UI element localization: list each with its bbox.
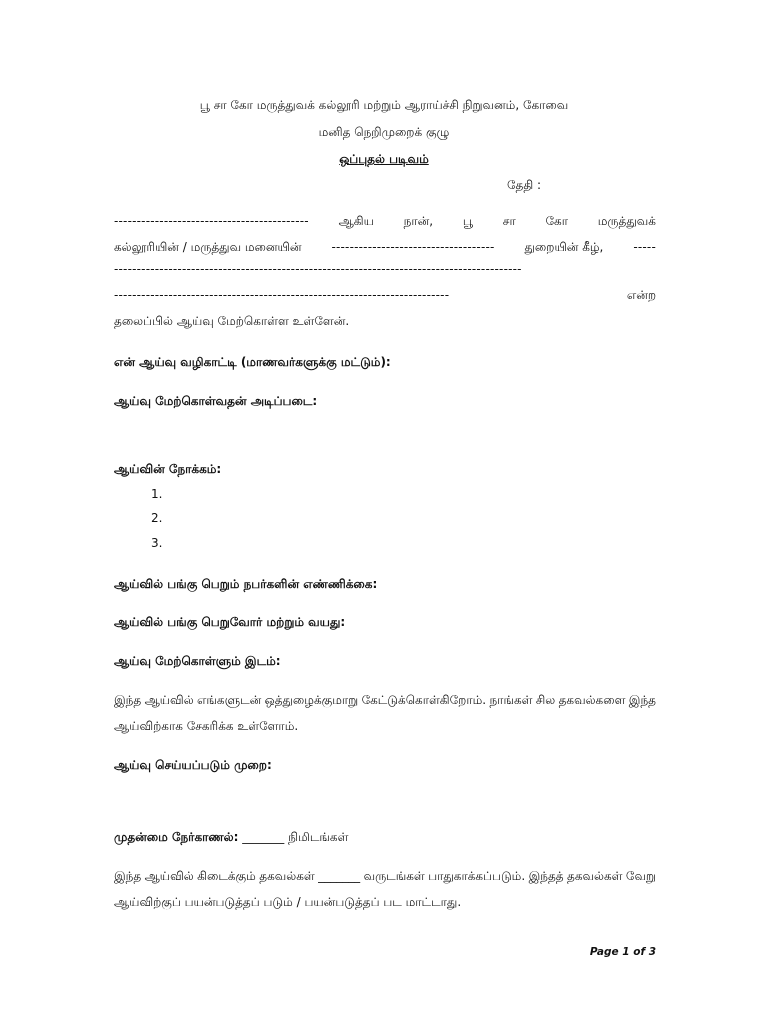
retention-word: தகவல்கள் [259, 869, 315, 883]
declaration-text: என்ற [626, 288, 656, 302]
retention-line-1 [114, 869, 656, 885]
research-basis-heading: ஆய்வு மேற்கொள்வதன் அடிப்படை: [114, 394, 318, 408]
declaration-text: துறையின் கீழ், [524, 240, 604, 254]
name-blank: ------------------------------------------- [114, 214, 309, 228]
objective-heading: ஆய்வின் நோக்கம்: [114, 462, 222, 476]
retention-word: வேறு [625, 869, 656, 883]
title-blank-start: ----- [633, 240, 656, 254]
department-blank: ------------------------------------ [331, 240, 495, 254]
objective-item-1: 1. [151, 487, 163, 501]
declaration-line-2 [114, 240, 656, 256]
objective-item-2: 2. [151, 511, 163, 525]
page-number: Page 1 of 3 [589, 946, 656, 958]
declaration-word: சா [502, 214, 516, 228]
invitation-word: சில [535, 693, 556, 707]
invitation-word: இந்த [628, 693, 656, 707]
declaration-word: கோ [545, 214, 568, 228]
retention-word: இந்த [114, 869, 142, 883]
declaration-text: கல்லூரியின் / மருத்துவ மனையின் [114, 240, 302, 254]
invitation-word: நாங்கள் [489, 693, 533, 707]
retention-word: பாதுகாக்கப்படும். [428, 869, 526, 883]
retention-word: கிடைக்கும் [197, 869, 256, 883]
declaration-line-5: தலைப்பில் ஆய்வு மேற்கொள்ள உள்ளேன். [114, 314, 350, 328]
invitation-word: கேட்டுக்கொள்கிறோம். [361, 693, 487, 707]
date-label: தேதி : [507, 178, 542, 192]
interview-minutes-blank: _______ [242, 830, 285, 844]
invitation-line-1 [114, 693, 656, 709]
interview-label: முதன்மை நேர்காணல்: [114, 830, 239, 844]
invitation-word: தகவல்களை [558, 693, 626, 707]
invitation-word: எங்களுடன் [197, 693, 262, 707]
title-blank-end: -------------------------------------------------------------------------- [114, 288, 450, 302]
participants-age-heading: ஆய்வில் பங்கு பெறுவோர் மற்றும் வயது: [114, 615, 346, 629]
retention-word: தகவல்கள் [567, 869, 623, 883]
interview-unit: நிமிடங்கள் [288, 830, 349, 844]
retention-years-blank: _______ [318, 869, 361, 883]
interview-line [114, 830, 348, 846]
declaration-line-1 [114, 214, 656, 230]
declaration-word: நான், [403, 214, 434, 228]
declaration-line-4 [114, 288, 656, 304]
institution-name: பூ சா கோ மருத்துவக் கல்லூரி மற்றும் ஆராய்ச்சி நிறுவனம், கோவை [199, 98, 569, 112]
declaration-word: மருத்துவக் [597, 214, 656, 228]
committee-name: மனித நெறிமுறைக் குழு [318, 125, 450, 139]
retention-line-2: ஆய்விற்குப் பயன்படுத்தப் படும் / பயன்படுத்தப் பட மாட்டாது. [114, 895, 462, 909]
form-title: ஒப்புதல் படிவம் [339, 152, 429, 166]
invitation-word: ஒத்துழைக்குமாறு [264, 693, 359, 707]
invitation-line-2: ஆய்விற்காக சேகரிக்க உள்ளோம். [114, 719, 299, 733]
study-method-heading: ஆய்வு செய்யப்படும் முறை: [114, 758, 272, 772]
declaration-word: ஆகிய [338, 214, 374, 228]
retention-word: இந்தத் [528, 869, 564, 883]
research-guide-heading: என் ஆய்வு வழிகாட்டி (மாணவர்களுக்கு மட்டும்): [114, 355, 391, 369]
title-blank-line: ------------------------------------------------------------------------------------------ [114, 262, 522, 276]
retention-word: வருடங்கள் [363, 869, 425, 883]
invitation-word: இந்த [114, 693, 142, 707]
study-location-heading: ஆய்வு மேற்கொள்ளும் இடம்: [114, 654, 281, 668]
invitation-word: ஆய்வில் [144, 693, 194, 707]
retention-word: ஆய்வில் [144, 869, 194, 883]
declaration-word: பூ [462, 214, 474, 228]
participants-count-heading: ஆய்வில் பங்கு பெறும் நபர்களின் எண்ணிக்கை: [114, 577, 378, 591]
objective-item-3: 3. [151, 536, 163, 550]
